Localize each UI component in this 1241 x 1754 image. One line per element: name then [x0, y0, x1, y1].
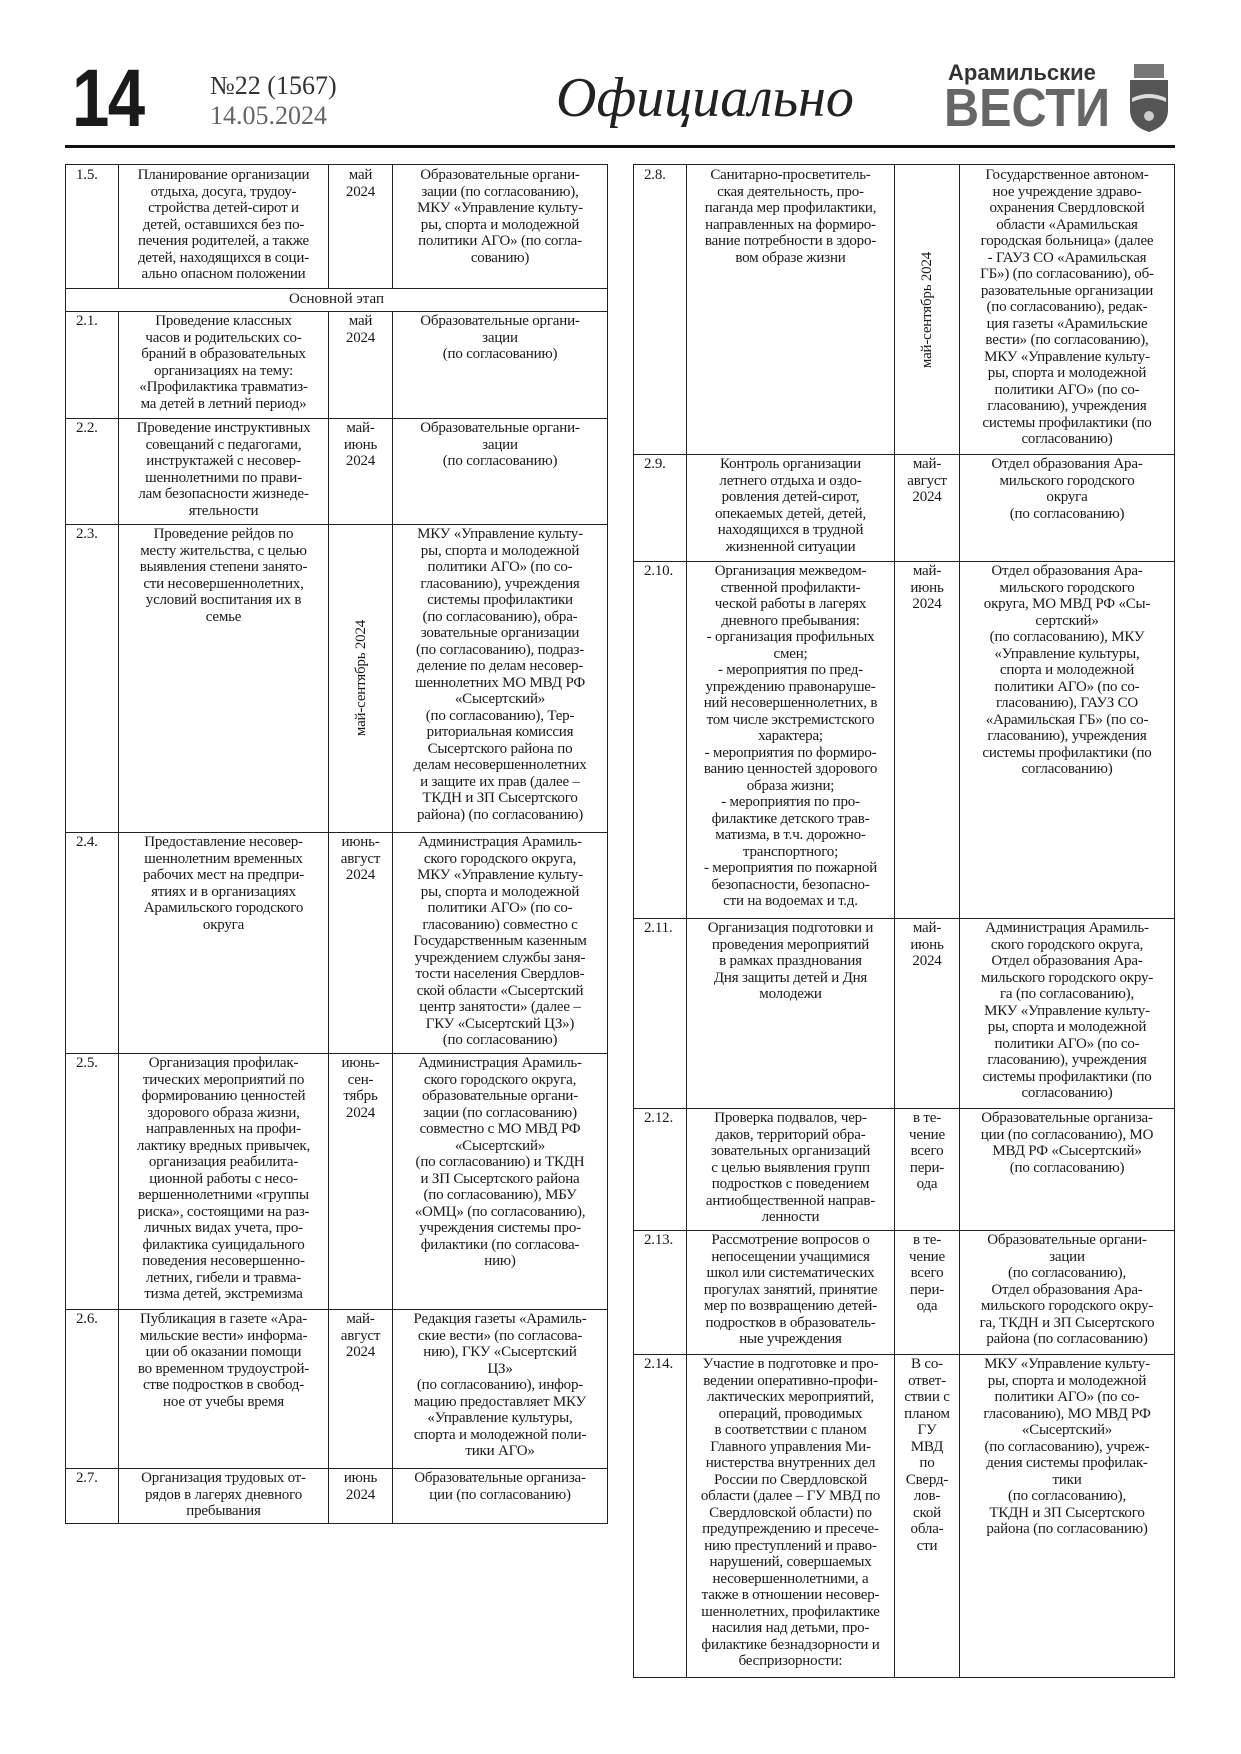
- item-number-cell: 2.13.: [634, 1230, 687, 1354]
- activity-cell: Участие в подготовке и про- ведении оперативно-профи- лактических мероприятий, операций, проводимых в соответствии с планом Главного управления Ми- нистерства внутренних дел России по Свердловской области (далее – ГУ МВД по Свердловской области) по предупреждению и пресече- нию преступлений и право- нарушений, совершаемых несовершеннолетними, а также в отношении несовер- шеннолетних, профилактике насилия над детьми, про- филактике безнадзорности и беспризорности:: [687, 1354, 895, 1677]
- activity-cell: Проведение инструктивных совещаний с педагогами, инструктажей с несовер- шеннолетними по прави- лам безопасности жизнеде- ятельности: [119, 418, 329, 524]
- deadline-cell: май 2024: [329, 311, 393, 418]
- deadline-vertical-text: май-сентябрь 2024: [918, 251, 935, 368]
- table-row: [634, 918, 1174, 1109]
- item-number-cell: 2.7.: [66, 1468, 119, 1523]
- item-number-cell: 2.3.: [66, 524, 119, 832]
- responsible-cell: Администрация Арамиль- ского городского округа, Отдел образования Ара- мильского городского окру- га (по согласованию), МКУ «Управление культу- ры, спорта и молодежной политики АГО» (по со- гласованию), учреждения системы профилактики (по согласованию): [980, 920, 1154, 1101]
- item-number-cell: 2.14.: [634, 1354, 687, 1677]
- table-row: [634, 165, 1174, 455]
- deadline-cell: май- август 2024: [895, 454, 960, 561]
- responsible-cell: Образовательные органи- зации (по согласованию): [420, 313, 580, 362]
- item-number-cell: 2.12.: [634, 1108, 687, 1230]
- logo-top-text: Арамильские: [948, 60, 1096, 85]
- activity-cell: Организация подготовки и проведения мероприятий в рамках празднования Дня защиты детей и Дня молодежи: [687, 918, 895, 1108]
- page-number: 14: [72, 53, 144, 144]
- deadline-cell: май- июнь 2024: [895, 918, 960, 1108]
- table-row: [634, 561, 1174, 919]
- deadline-cell: май- август 2024: [329, 1309, 393, 1468]
- deadline-cell: май- июнь 2024: [329, 418, 393, 524]
- responsible-cell: Образовательные органи- зации (по согласованию): [420, 420, 580, 469]
- responsible-cell: МКУ «Управление культу- ры, спорта и молодежной политики АГО» (по со- гласованию), учреждения системы профилактики (по согласованию), обра- зовательные организации (по согласованию), подраз- деление по делам несовер- шеннолетних МО МВД РФ «Сысертский» (по согласованию), Тер- риториальная комиссия Сысертского района по делам несовершеннолетних и защите их прав (далее – ТКДН и ЗП Сысертского района) (по согласованию): [413, 526, 587, 823]
- responsible-cell: Образовательные органи- зации (по согласованию), Отдел образования Ара- мильского городского окру- га, ТКДН и ЗП Сысертского района (по согласованию): [979, 1232, 1155, 1347]
- coat-of-arms-icon: [1126, 62, 1172, 134]
- activity-cell: Предоставление несовер- шеннолетним временных рабочих мест на предпри- ятиях и в организациях Арамильского городского округа: [119, 832, 329, 1053]
- issue-date: 14.05.2024: [210, 101, 327, 130]
- table-row: [66, 832, 607, 1054]
- responsible-cell: МКУ «Управление культу- ры, спорта и молодежной политики АГО» (по со- гласованию), МО МВД РФ «Сысертский» (по согласованию), учреж- дения системы профилак- тики (по согласованию), ТКДН и ЗП Сысертского района (по согласованию): [983, 1356, 1151, 1537]
- table-row: [634, 1108, 1174, 1231]
- table-row: [66, 165, 607, 289]
- activity-cell: Рассмотрение вопросов о непосещении учащимися школ или систематических прогулах занятий, принятие мер по возвращению детей- подростков в образователь- ные учреждения: [687, 1230, 895, 1354]
- activity-cell: Организация межведом- ственной профилакти- ческой работы в лагерях дневного пребывания: - организация профильных смен; - мероприятия по пред- упреждению правонаруше- ний несовершеннолетних, в том числе экстремистского характера; - мероприятия по формиро- ванию ценностей здорового образа жизни; - мероприятия по про- филактике детского трав- матизма, в т.ч. дорожно- транспортного; - мероприятия по пожарной безопасности, безопасно- сти на водоемах и т.д.: [687, 561, 895, 918]
- responsible-cell: Отдел образования Ара- мильского городского округа, МО МВД РФ «Сы- сертский» (по согласованию), МКУ «Управление культуры, спорта и молодежной политики АГО» (по со- гласованию), ГАУЗ СО «Арамильская ГБ» (по со- гласованию), учреждения системы профилактики (по согласованию): [982, 563, 1152, 777]
- left-plan-table: [65, 164, 608, 1524]
- deadline-cell: июнь- август 2024: [329, 832, 393, 1053]
- deadline-vertical-text: май-сентябрь 2024: [352, 619, 369, 737]
- responsible-cell: Образовательные организа- ции (по согласованию), МО МВД РФ «Сысертский» (по согласованию): [980, 1110, 1154, 1176]
- table-row: [634, 1354, 1174, 1677]
- issue-number: №22 (1567): [210, 71, 337, 100]
- section-title: Официально: [556, 67, 854, 129]
- deadline-cell: в те- чение всего пери- ода: [895, 1230, 960, 1354]
- activity-cell: Проведение классных часов и родительских со- браний в образовательных организациях на тему: «Профилактика травматиз- ма детей в летний период»: [119, 311, 329, 418]
- item-number-cell: 2.4.: [66, 832, 119, 1053]
- table-row: [66, 524, 607, 833]
- deadline-cell: [329, 524, 393, 832]
- table-row: [634, 454, 1174, 562]
- responsible-cell: Администрация Арамиль- ского городского округа, образовательные органи- зации (по согласованию) совместно с МО МВД РФ «Сысертский» (по согласованию) и ТКДН и ЗП Сысертского района (по согласованию), МБУ «ОМЦ» (по согласованию), учреждения системы про- филактики (по согласова- нию): [414, 1055, 586, 1269]
- responsible-cell: Государственное автоном- ное учреждение здраво- охранения Свердловской области «Арамильская городская больница» (далее - ГАУЗ СО «Арамильская ГБ») (по согласованию), об- разовательные организации (по согласованию), редак- ция газеты «Арамильские вести» (по согласованию), МКУ «Управление культу- ры, спорта и молодежной политики АГО» (по со- гласованию), учреждения системы профилактики (по согласованию): [980, 167, 1154, 447]
- stage-heading: Основной этап: [288, 291, 385, 307]
- item-number-cell: 2.9.: [634, 454, 687, 561]
- responsible-cell: Редакция газеты «Арамиль- ские вести» (по согласова- нию), ГКУ «Сысертский ЦЗ» (по согласованию), инфор- мацию предоставляет МКУ «Управление культуры, спорта и молодежной поли- тики АГО»: [413, 1311, 587, 1459]
- responsible-cell: Образовательные органи- зации (по согласованию), МКУ «Управление культу- ры, спорта и молодежной политики АГО» (по согла- сованию): [417, 167, 583, 266]
- table-row: [66, 1309, 607, 1469]
- activity-cell: Планирование организации отдыха, досуга, трудоу- стройства детей-сирот и детей, оставшихся без по- печения родителей, а также детей, находящихся в соци- ально опасном положении: [119, 165, 329, 288]
- deadline-cell: [895, 165, 960, 454]
- activity-cell: Публикация в газете «Ара- мильские вести» информа- ции об оказании помощи во временном трудоустрой- стве подростков в свобод- ное от учебы время: [119, 1309, 329, 1468]
- item-number-cell: 1.5.: [66, 165, 119, 288]
- deadline-cell: в те- чение всего пери- ода: [895, 1108, 960, 1230]
- stage-row: [66, 288, 607, 312]
- item-number-cell: 2.8.: [634, 165, 687, 454]
- table-row: [66, 311, 607, 419]
- activity-cell: Контроль организации летнего отдыха и оздо- ровления детей-сирот, опекаемых детей, детей, находящихся в трудной жизненной ситуации: [687, 454, 895, 561]
- table-row: [66, 1053, 607, 1310]
- right-plan-table: [633, 164, 1175, 1678]
- item-number-cell: 2.2.: [66, 418, 119, 524]
- table-row: [66, 418, 607, 525]
- activity-cell: Организация трудовых от- рядов в лагерях дневного пребывания: [119, 1468, 329, 1523]
- deadline-cell: В со- ответ- ствии с планом ГУ МВД по Сверд- лов- ской обла- сти: [895, 1354, 960, 1677]
- activity-cell: Санитарно-просветитель- ская деятельность, про- паганда мер профилактики, направленных на формиро- вание потребности в здоро- вом образе жизни: [687, 165, 895, 454]
- item-number-cell: 2.6.: [66, 1309, 119, 1468]
- item-number-cell: 2.11.: [634, 918, 687, 1108]
- logo-main-text: ВЕСТИ: [944, 78, 1111, 138]
- deadline-cell: июнь 2024: [329, 1468, 393, 1523]
- item-number-cell: 2.1.: [66, 311, 119, 418]
- deadline-cell: май 2024: [329, 165, 393, 288]
- item-number-cell: 2.10.: [634, 561, 687, 918]
- responsible-cell: Администрация Арамиль- ского городского округа, МКУ «Управление культу- ры, спорта и молодежной политики АГО» (по со- гласованию) совместно с Государственным казенным учреждением службы заня- тости населения Свердлов- ской области «Сысертский центр занятости» (далее – ГКУ «Сысертский ЦЗ») (по согласованию): [413, 834, 587, 1048]
- activity-cell: Организация профилак- тических мероприятий по формированию ценностей здорового образа жизни, направленных на профи- лактику вредных привычек, организация реабилита- ционной работы с несо- вершеннолетними «группы риска», состоящими на раз- личных видах учета, про- филактика суицидального поведения несовершенно- летних, гибели и травма- тизма детей, экстремизма: [119, 1053, 329, 1309]
- activity-cell: Проведение рейдов по месту жительства, с целью выявления степени занято- сти несовершеннолетних, условий воспитания их в семье: [119, 524, 329, 832]
- table-row: [634, 1230, 1174, 1355]
- deadline-cell: май- июнь 2024: [895, 561, 960, 918]
- header-rule: [65, 145, 1175, 148]
- responsible-cell: Отдел образования Ара- мильского городского округа (по согласованию): [991, 456, 1143, 522]
- deadline-cell: июнь- сен- тябрь 2024: [329, 1053, 393, 1309]
- table-row: [66, 1468, 607, 1523]
- responsible-cell: Образовательные организа- ции (по согласованию): [414, 1470, 586, 1503]
- item-number-cell: 2.5.: [66, 1053, 119, 1309]
- activity-cell: Проверка подвалов, чер- даков, территорий обра- зовательных организаций с целью выявления групп подростков с поведением антиобщественной направ- ленности: [687, 1108, 895, 1230]
